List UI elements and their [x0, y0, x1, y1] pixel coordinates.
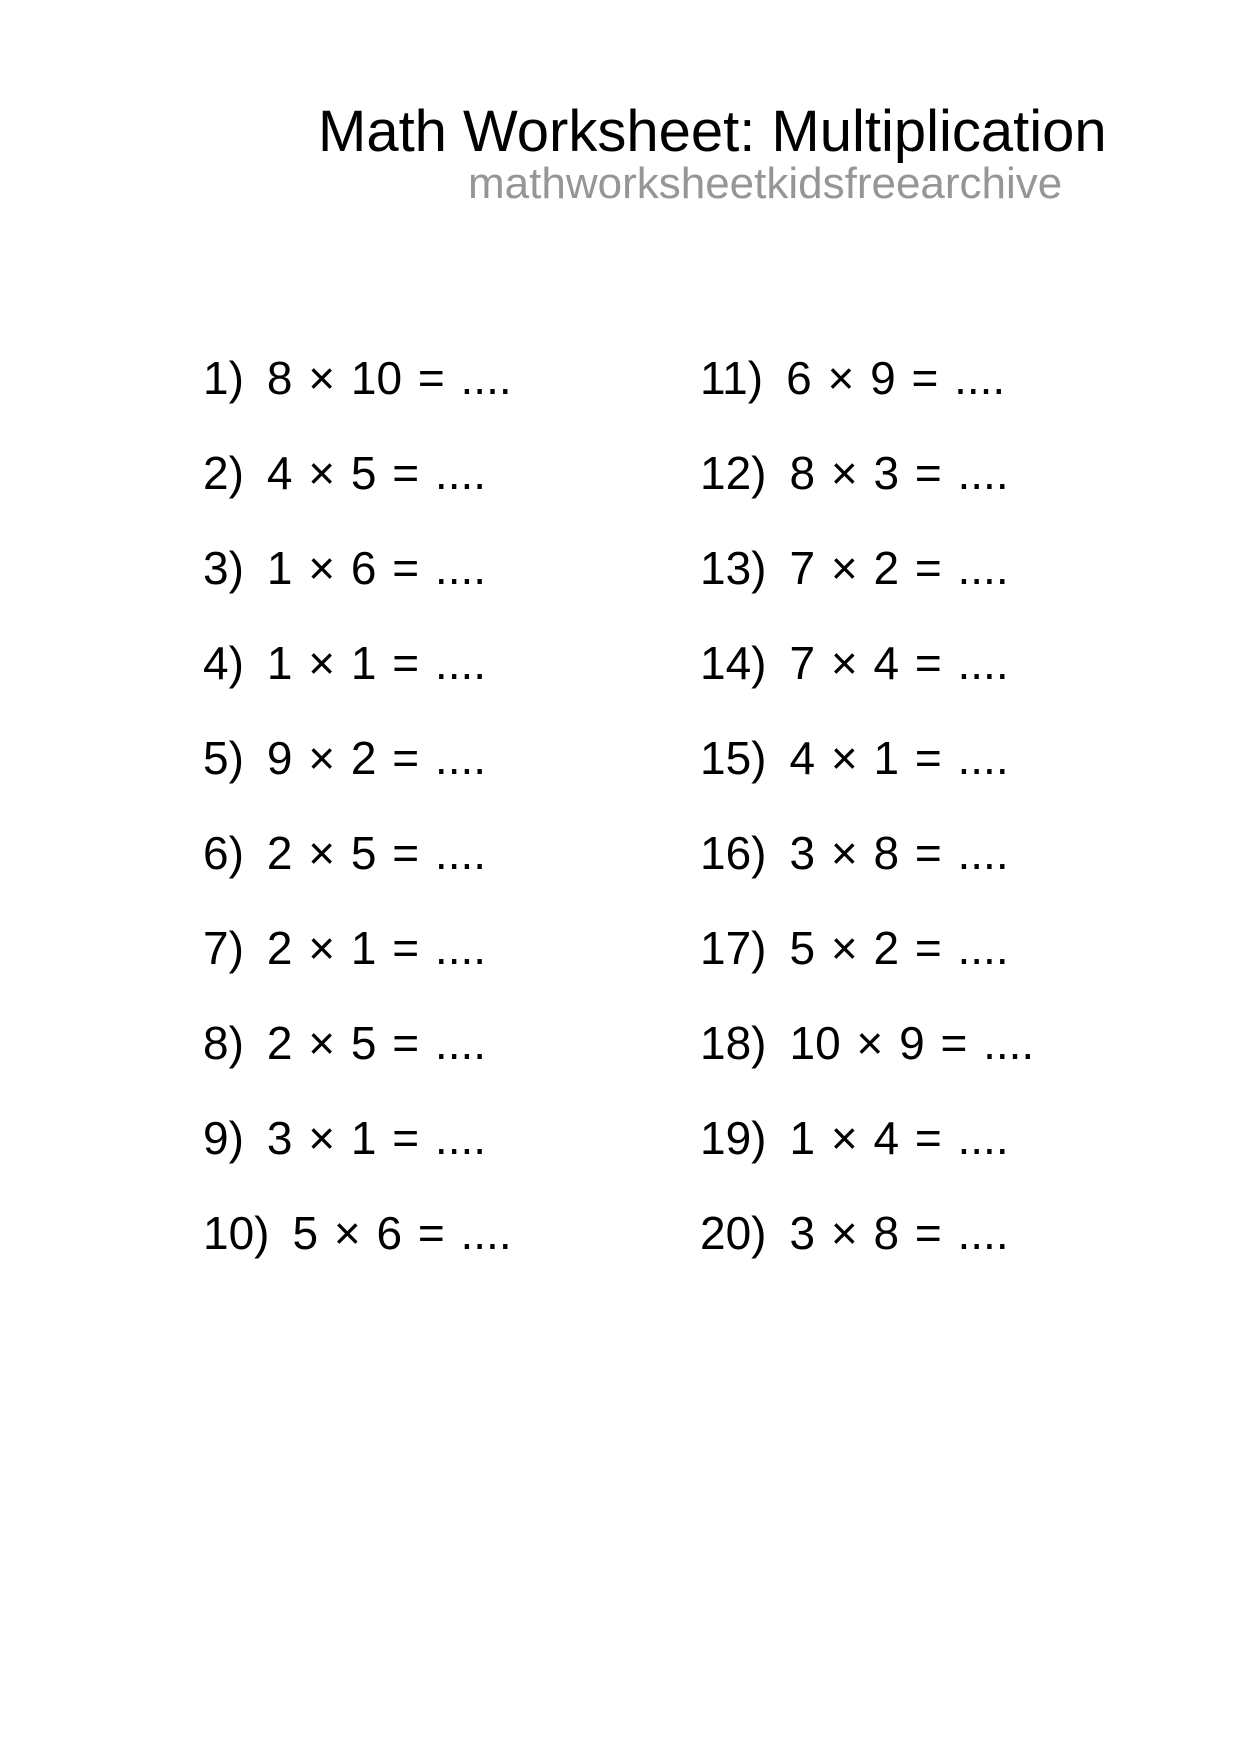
- problem-row: [203, 425, 512, 520]
- problem-row: [700, 995, 1034, 1090]
- problem-row: [700, 710, 1034, 805]
- problem-expression: 6 × 9 = ....: [786, 351, 1006, 404]
- problem-row: [203, 995, 512, 1090]
- problems-column-left: [203, 330, 512, 1280]
- problem-row: [700, 1185, 1034, 1280]
- problem-row: [700, 330, 1034, 425]
- problem-row: [700, 615, 1034, 710]
- problem-expression: 2 × 5 = ....: [266, 1016, 487, 1069]
- problem-row: [700, 520, 1034, 615]
- problem-number-label: 6): [203, 826, 244, 879]
- problem-expression: 3 × 1 = ....: [266, 1111, 487, 1164]
- problem-expression: 8 × 3 = ....: [789, 446, 1009, 499]
- problem-number-label: 3): [203, 541, 244, 594]
- problem-expression: 5 × 2 = ....: [789, 921, 1009, 974]
- problem-number-label: 4): [203, 636, 244, 689]
- problem-number-label: 18): [700, 1016, 767, 1069]
- problems-column-right: [700, 330, 1034, 1280]
- problem-number-label: 7): [203, 921, 244, 974]
- problem-row: [203, 520, 512, 615]
- problem-number-label: 12): [700, 446, 767, 499]
- problem-row: [203, 710, 512, 805]
- page-title: Math Worksheet: Multiplication: [318, 99, 1107, 164]
- problem-expression: 9 × 2 = ....: [266, 731, 487, 784]
- problem-number-label: 2): [203, 446, 244, 499]
- problem-number-label: 15): [700, 731, 767, 784]
- problem-number-label: 19): [700, 1111, 767, 1164]
- problem-row: [700, 425, 1034, 520]
- problem-row: [203, 330, 512, 425]
- problem-row: [203, 615, 512, 710]
- problem-row: [203, 1090, 512, 1185]
- problem-expression: 10 × 9 = ....: [789, 1016, 1035, 1069]
- problem-expression: 3 × 8 = ....: [789, 826, 1009, 879]
- problem-row: [700, 1090, 1034, 1185]
- problem-row: [203, 900, 512, 995]
- problem-number-label: 17): [700, 921, 767, 974]
- problem-expression: 2 × 5 = ....: [266, 826, 487, 879]
- problem-number-label: 1): [203, 351, 244, 404]
- problem-expression: 4 × 1 = ....: [789, 731, 1009, 784]
- problem-expression: 2 × 1 = ....: [266, 921, 487, 974]
- problem-expression: 1 × 1 = ....: [266, 636, 487, 689]
- problem-number-label: 10): [203, 1206, 270, 1259]
- problem-expression: 5 × 6 = ....: [292, 1206, 512, 1259]
- problem-expression: 8 × 10 = ....: [266, 351, 512, 404]
- problem-number-label: 9): [203, 1111, 244, 1164]
- problem-number-label: 13): [700, 541, 767, 594]
- problem-row: [700, 805, 1034, 900]
- page-subtitle: mathworksheetkidsfreearchive: [468, 159, 1063, 208]
- problem-row: [203, 805, 512, 900]
- problem-number-label: 11): [700, 351, 764, 404]
- problem-expression: 7 × 4 = ....: [789, 636, 1009, 689]
- problem-expression: 1 × 4 = ....: [789, 1111, 1009, 1164]
- problem-number-label: 16): [700, 826, 767, 879]
- problem-expression: 3 × 8 = ....: [789, 1206, 1009, 1259]
- problem-number-label: 5): [203, 731, 244, 784]
- problem-row: [203, 1185, 512, 1280]
- problem-expression: 4 × 5 = ....: [266, 446, 487, 499]
- problem-number-label: 8): [203, 1016, 244, 1069]
- problem-number-label: 14): [700, 636, 767, 689]
- problem-expression: 1 × 6 = ....: [266, 541, 487, 594]
- problem-number-label: 20): [700, 1206, 767, 1259]
- problem-expression: 7 × 2 = ....: [789, 541, 1009, 594]
- problem-row: [700, 900, 1034, 995]
